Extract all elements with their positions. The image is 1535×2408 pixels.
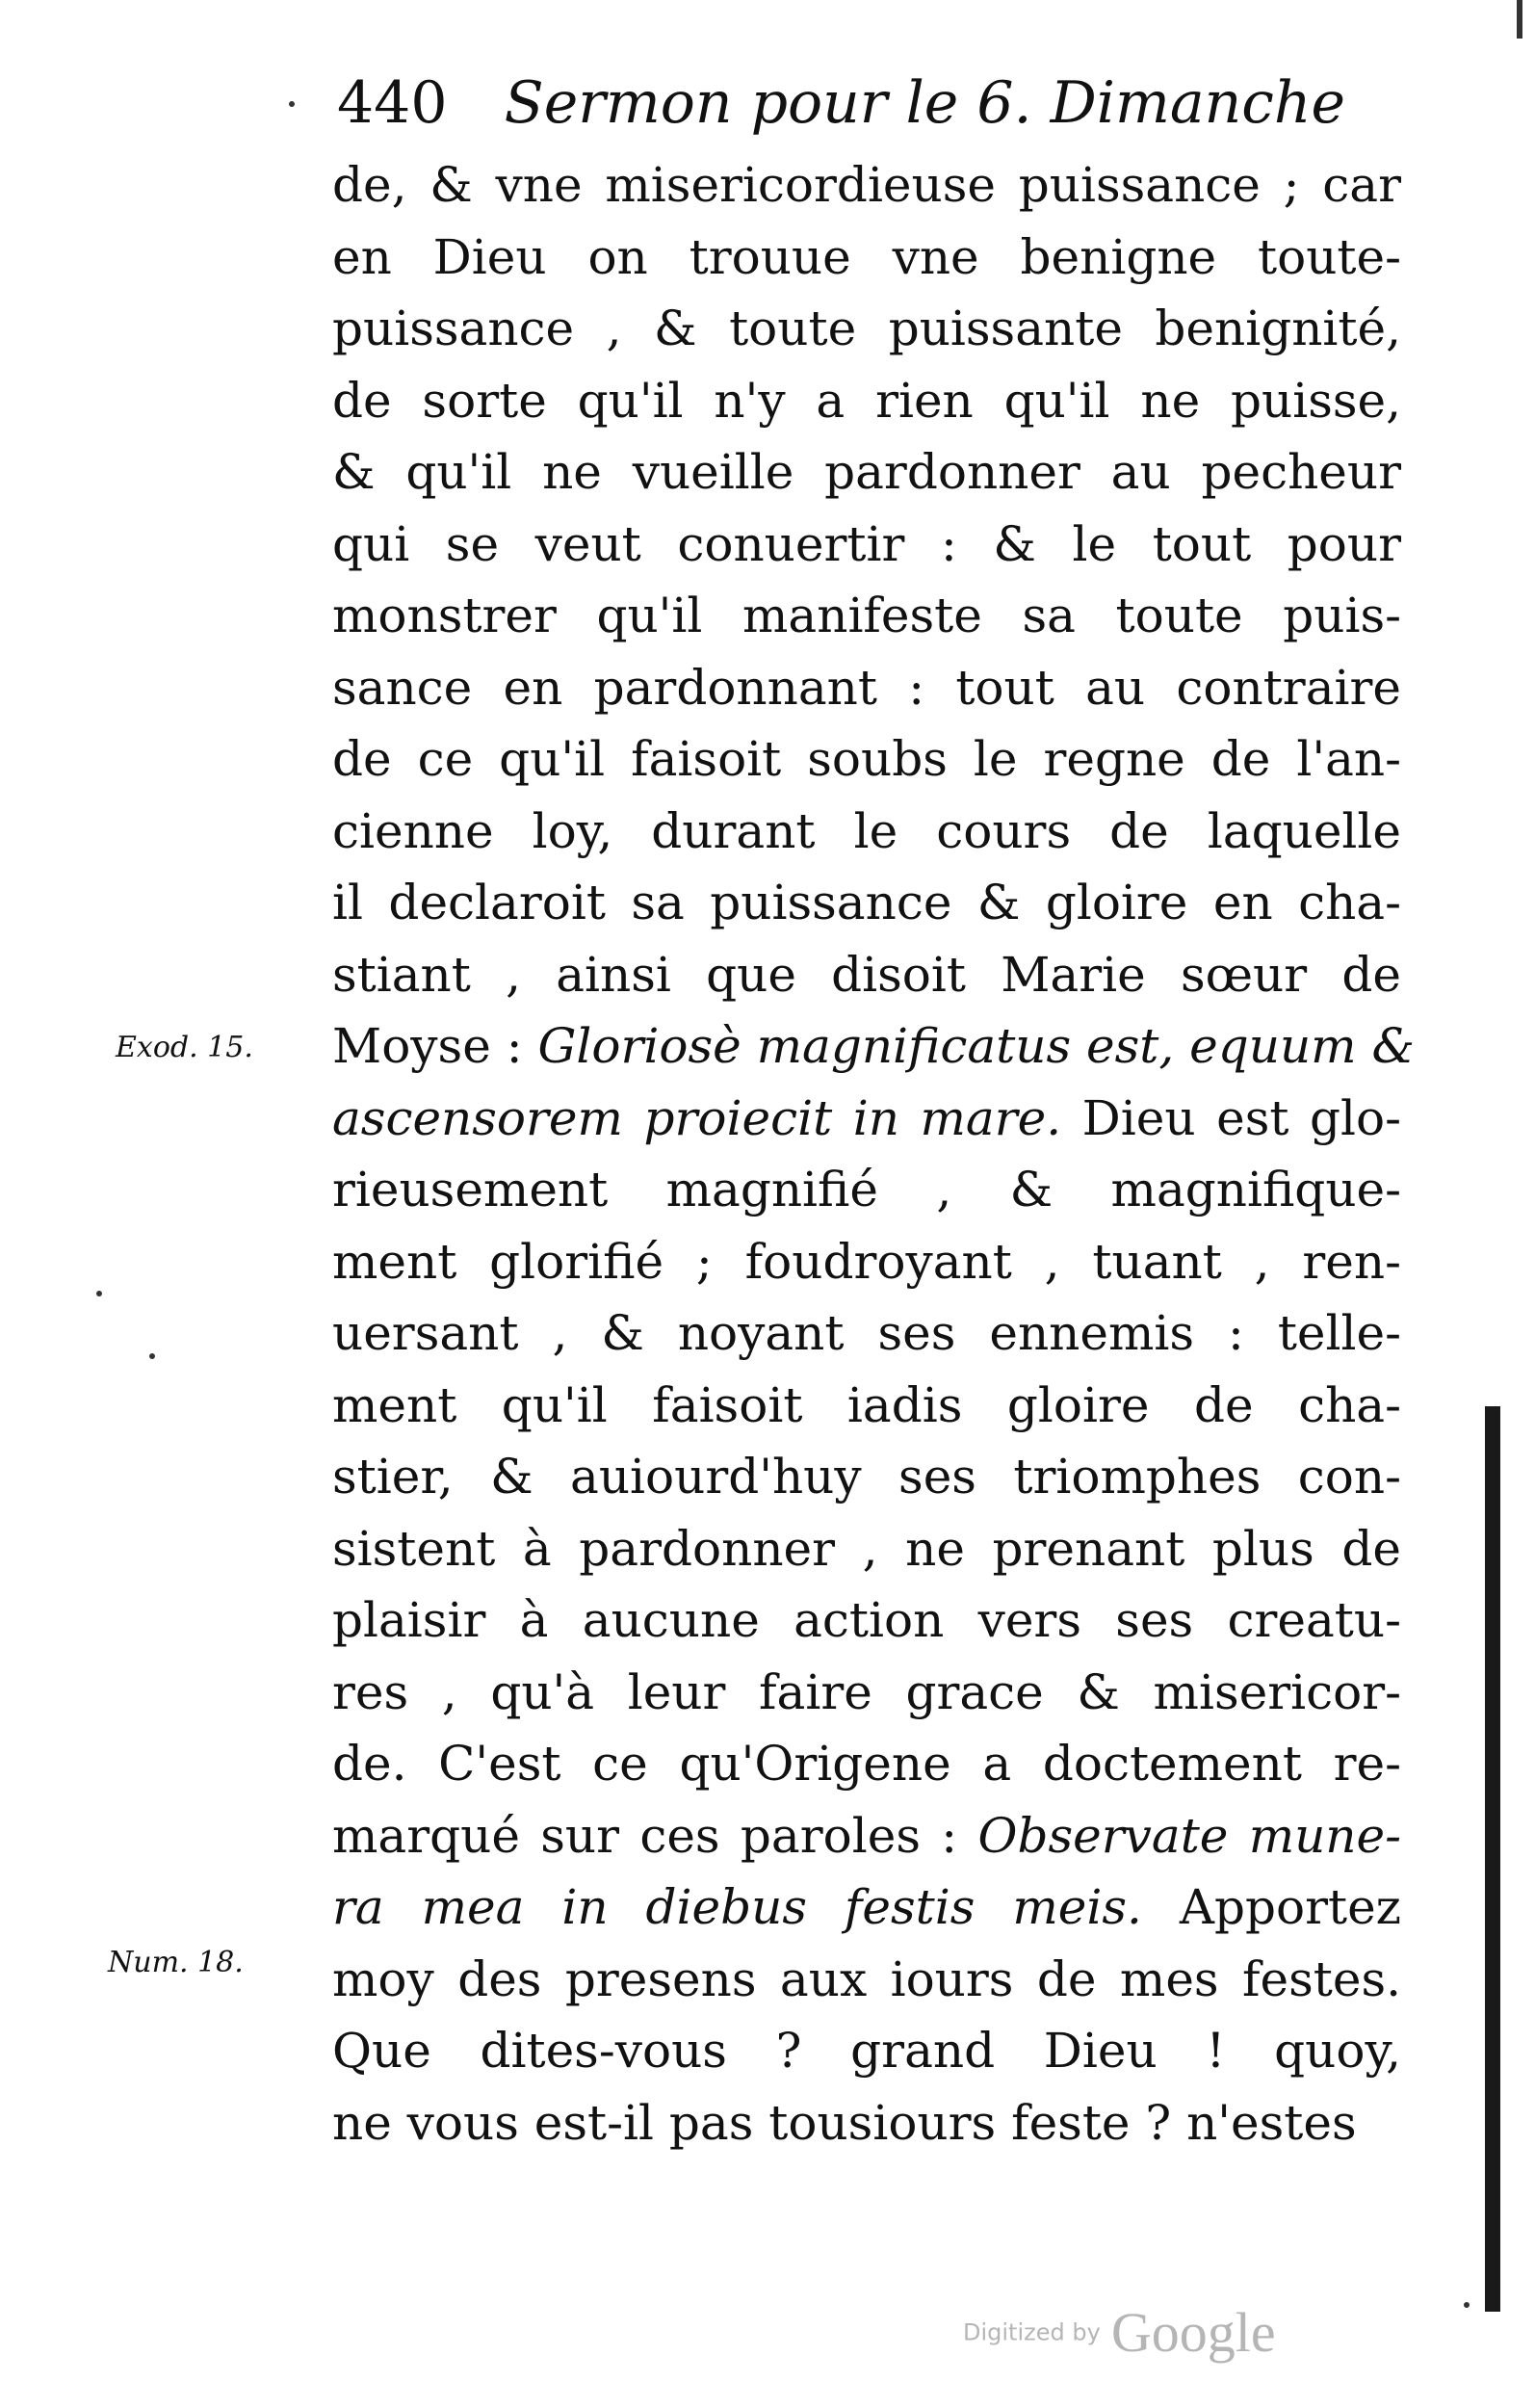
text-roman: marqué sur ces paroles : [332, 1807, 978, 1864]
text-line: plaisir à aucune action vers ses creatu- [332, 1592, 1401, 1648]
text-line: de sorte qu'il n'y a rien qu'il ne puisse, [332, 372, 1401, 429]
text-line: en Dieu on trouue vne benigne toute- [332, 228, 1401, 285]
text-line: sistent à pardonner , ne prenant plus de [332, 1520, 1401, 1577]
text-line: stiant , ainsi que disoit Marie sœur de [332, 946, 1401, 1003]
text-line: qui se veut conuertir : & le tout pour [332, 515, 1401, 572]
ink-speck [149, 1353, 155, 1359]
latin-quote: ascensorem proiecit in mare. [332, 1089, 1062, 1146]
body-text [332, 149, 1415, 2159]
text-line: ment glorifié ; foudroyant , tuant , ren- [332, 1233, 1401, 1290]
text-line: monstrer qu'il manifeste sa toute puis- [332, 588, 1401, 643]
ink-speck [1464, 2302, 1470, 2308]
text-line: & qu'il ne vueille pardonner au pecheur [332, 444, 1401, 500]
text-roman: Apportez [1141, 1879, 1401, 1935]
digitized-by-watermark [963, 2300, 1276, 2365]
text-line-quote-start [332, 1010, 1415, 1083]
latin-quote: Observate mune- [977, 1807, 1401, 1864]
ink-speck [96, 1291, 102, 1296]
text-roman: Dieu est glo- [1061, 1089, 1402, 1146]
text-line-quote-end [332, 1871, 1401, 1944]
text-line: de ce qu'il faisoit soubs le regne de l'an- [332, 731, 1401, 787]
text-line: de. C'est ce qu'Origene a doctement re- [332, 1736, 1401, 1792]
ink-speck [289, 101, 295, 107]
text-line-quote-end [332, 1083, 1401, 1155]
margin-note-exodus: Exod. 15. [116, 1031, 253, 1064]
scan-edge-mark [1517, 0, 1522, 39]
text-line: cienne loy, durant le cours de laquelle [332, 802, 1401, 859]
running-title: Sermon pour le 6. Dimanche [504, 69, 1346, 137]
text-line: Que dites-vous ? grand Dieu ! quoy, [332, 2023, 1401, 2079]
text-line: stier, & auiourd'huy ses triomphes con- [332, 1449, 1401, 1505]
latin-quote: ra mea in diebus festis meis. [332, 1879, 1142, 1935]
text-line: uersant , & noyant ses ennemis : telle- [332, 1305, 1401, 1361]
text-line: moy des presens aux iours de mes festes. [332, 1950, 1401, 2007]
text-line: rieusement magnifié , & magnifique- [332, 1162, 1401, 1217]
google-logo: Google [1110, 2301, 1276, 2364]
text-line-quote-start [332, 1800, 1401, 1872]
text-line: sance en pardonnant : tout au contraire [332, 659, 1401, 716]
text-line: puissance , & toute puissante benignité, [332, 301, 1401, 356]
page-number: 440 [337, 69, 448, 137]
latin-quote: Gloriosè magnificatus est, equum & [537, 1018, 1415, 1074]
text-line: res , qu'à leur faire grace & misericor- [332, 1663, 1401, 1720]
text-line: il declaroit sa puissance & gloire en cha- [332, 875, 1401, 930]
text-line: ment qu'il faisoit iadis gloire de cha- [332, 1376, 1401, 1433]
text-line: de, & vne misericordieuse puissance ; car [332, 157, 1401, 213]
page-header [337, 60, 1346, 146]
scan-edge-shadow [1485, 1406, 1500, 2312]
text-roman: Moyse : [332, 1018, 538, 1074]
margin-note-numbers: Num. 18. [108, 1946, 244, 1979]
watermark-prefix: Digitized by [963, 2318, 1101, 2346]
text-line: ne vous est-il pas tousiours feste ? n'estes [332, 2094, 1357, 2151]
